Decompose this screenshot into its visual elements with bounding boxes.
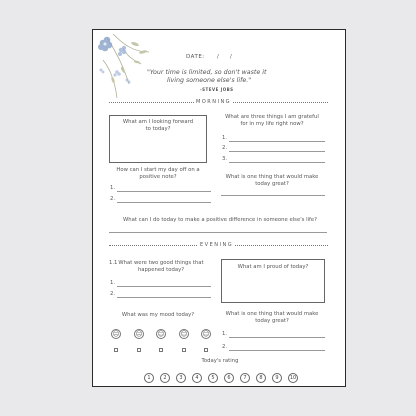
rating-option[interactable]: 7 — [240, 373, 250, 383]
looking-forward-prompt: What am I looking forward to today? — [122, 119, 194, 132]
section-divider — [109, 102, 194, 103]
grateful-answer-line[interactable] — [229, 162, 325, 163]
good-things-number: 1. — [110, 280, 116, 286]
floral-decoration-icon — [93, 30, 157, 102]
better-number: 1. — [222, 331, 228, 337]
better-number: 2. — [222, 344, 228, 350]
mood-face-icon[interactable]: ☺ — [202, 330, 210, 338]
mood-face-icon[interactable]: ☹ — [112, 330, 120, 338]
quote-author: -STEVE JOBS — [200, 87, 234, 92]
make-great-prompt: What is one thing that would make today great? — [225, 174, 319, 187]
mood-checkbox[interactable] — [204, 348, 208, 352]
mood-face-icon[interactable]: ☹ — [135, 330, 143, 338]
mood-checkbox[interactable] — [114, 348, 118, 352]
mood-face-icon[interactable]: ☺ — [157, 330, 165, 338]
positive-note-number: 1. — [110, 185, 116, 191]
mood-checkbox[interactable] — [137, 348, 141, 352]
positive-note-number: 2. — [110, 196, 116, 202]
grateful-number: 1. — [222, 135, 228, 141]
section-divider — [235, 245, 328, 246]
good-things-prefix: 1.1 — [109, 260, 118, 266]
better-answer-line[interactable] — [229, 337, 325, 338]
rating-option[interactable]: 6 — [224, 373, 234, 383]
grateful-answer-line[interactable] — [229, 141, 325, 142]
difference-answer-line[interactable] — [109, 232, 327, 233]
mood-face-icon[interactable]: ☺ — [180, 330, 188, 338]
quote-line: "Your time is limited, so don't waste it — [147, 69, 267, 76]
rating-option[interactable]: 2 — [160, 373, 170, 383]
section-title-morning: MORNING — [196, 99, 232, 105]
rating-option[interactable]: 3 — [176, 373, 186, 383]
rating-option[interactable]: 8 — [256, 373, 266, 383]
date-separator: / — [230, 54, 232, 60]
date-separator: / — [217, 54, 219, 60]
mood-checkbox[interactable] — [182, 348, 186, 352]
positive-note-answer-line[interactable] — [117, 191, 211, 192]
positive-note-prompt: How can I start my day off on a positive note? — [116, 167, 200, 180]
grateful-number: 3. — [222, 156, 228, 162]
rating-option[interactable]: 5 — [208, 373, 218, 383]
rating-label: Today's rating — [201, 358, 239, 364]
rating-option[interactable]: 9 — [272, 373, 282, 383]
section-title-evening: EVENING — [200, 242, 234, 248]
rating-option[interactable]: 10 — [289, 375, 297, 381]
good-things-answer-line[interactable] — [117, 286, 211, 287]
grateful-answer-line[interactable] — [229, 151, 325, 152]
grateful-number: 2. — [222, 145, 228, 151]
mood-checkbox[interactable] — [159, 348, 163, 352]
make-great-answer-line[interactable] — [221, 195, 325, 196]
section-divider — [109, 245, 197, 246]
difference-prompt: What can I do today to make a positive difference in someone else's life? — [123, 217, 317, 223]
better-prompt: What is one thing that would make today great? — [225, 311, 319, 324]
journal-page — [92, 29, 346, 387]
good-things-prompt: What were two good things that happened today? — [118, 260, 204, 273]
positive-note-answer-line[interactable] — [117, 202, 211, 203]
rating-option[interactable]: 4 — [192, 373, 202, 383]
good-things-answer-line[interactable] — [117, 297, 211, 298]
proud-prompt: What am I proud of today? — [237, 264, 309, 270]
good-things-number: 2. — [110, 291, 116, 297]
better-answer-line[interactable] — [229, 350, 325, 351]
rating-option[interactable]: 1 — [144, 373, 154, 383]
quote-line: living someone else's life." — [167, 77, 252, 84]
mood-prompt: What was my mood today? — [121, 312, 195, 318]
grateful-prompt: What are three things I am grateful for in my life right now? — [225, 114, 319, 127]
date-label: DATE: — [186, 54, 205, 60]
section-divider — [233, 102, 328, 103]
